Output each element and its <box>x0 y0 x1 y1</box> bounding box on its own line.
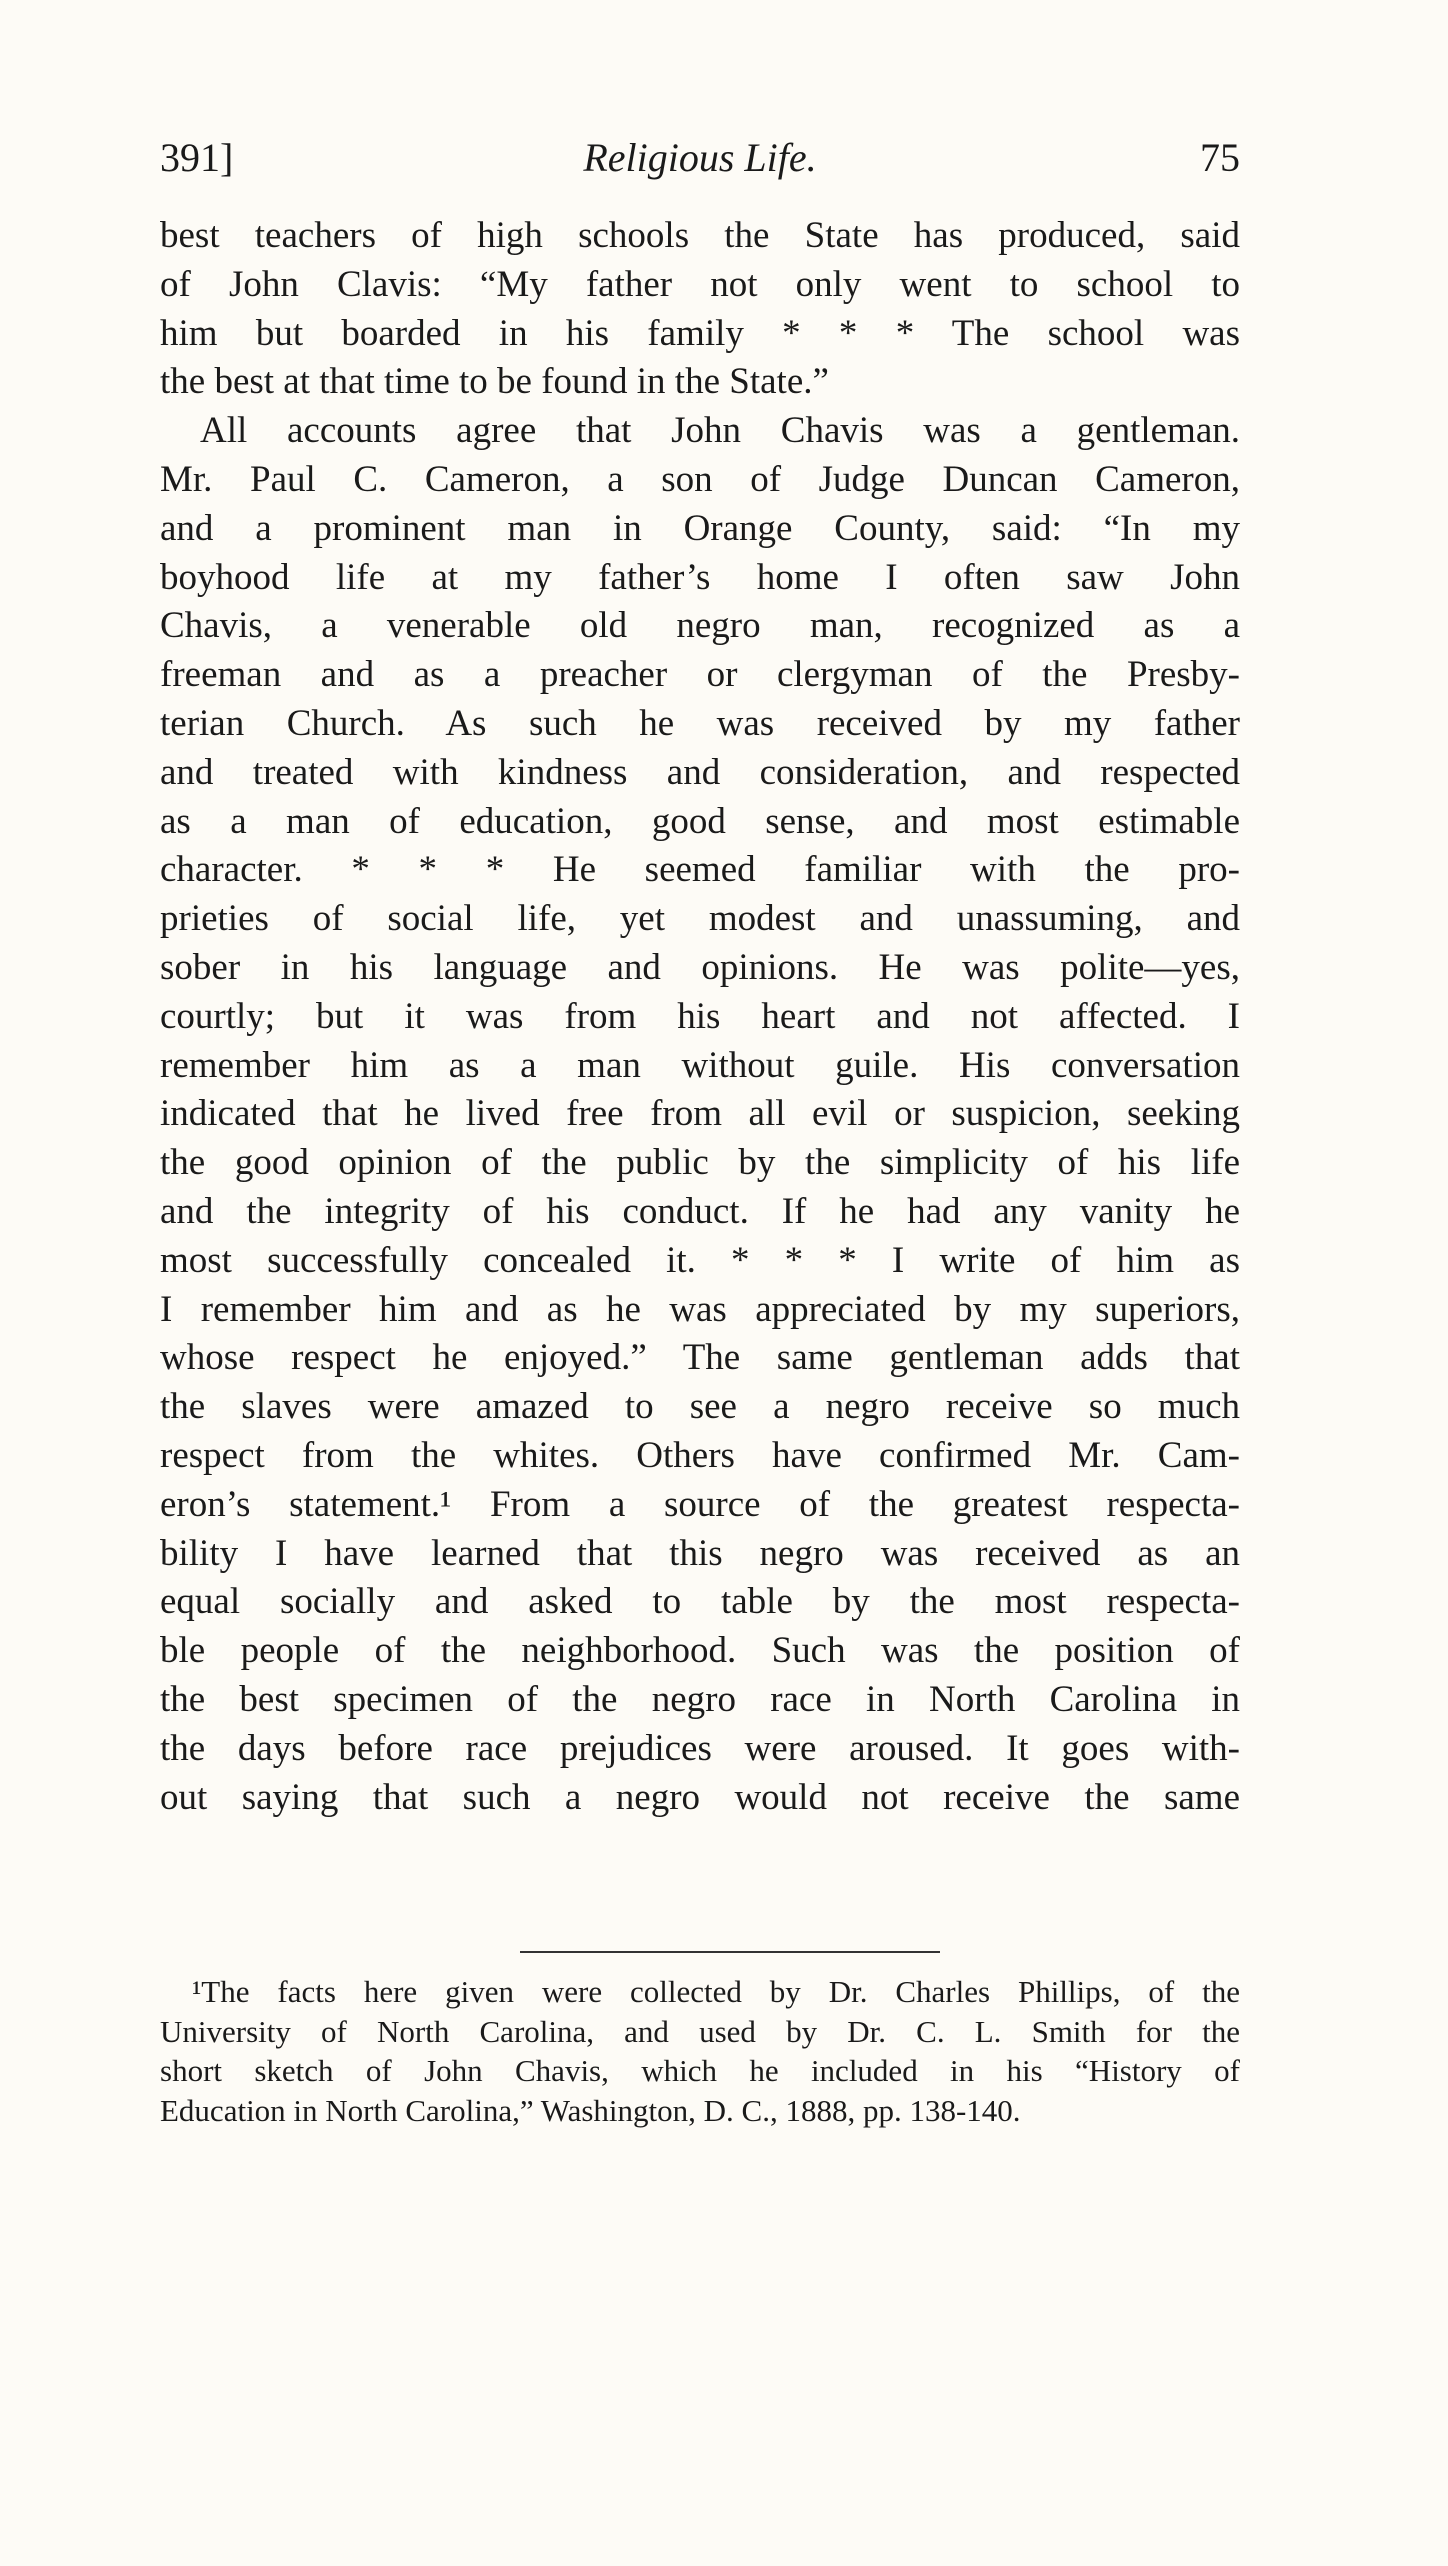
footnote-line: short sketch of John Chavis, which he included in his “History of <box>160 2053 1240 2088</box>
text-line: equal socially and asked to table by the most respecta- <box>160 1581 1240 1623</box>
text-line: Chavis, a venerable old negro man, recognized as a <box>160 605 1240 647</box>
text-line: and the integrity of his conduct. If he had any vanity he <box>160 1190 1240 1232</box>
page-number: 75 <box>1200 135 1240 180</box>
text-line: the days before race prejudices were aroused. It goes with- <box>160 1727 1240 1769</box>
text-line: terian Church. As such he was received by my father <box>160 702 1240 744</box>
text-line: whose respect he enjoyed.” The same gentleman adds that <box>160 1337 1240 1379</box>
text-line: I remember him and as he was appreciated by my superiors, <box>160 1288 1240 1330</box>
text-line: and treated with kindness and consideration, and respected <box>160 751 1240 793</box>
text-line: the good opinion of the public by the simplicity of his life <box>160 1142 1240 1184</box>
text-line: him but boarded in his family * * * The school was <box>160 312 1240 354</box>
text-line: ble people of the neighborhood. Such was the position of <box>160 1630 1240 1672</box>
text-line: best teachers of high schools the State has produced, said <box>160 215 1240 256</box>
text-line: Mr. Paul C. Cameron, a son of Judge Duncan Cameron, <box>160 458 1240 500</box>
footnote <box>160 1972 1240 2130</box>
text-line: the best specimen of the negro race in North Carolina in <box>160 1678 1240 1720</box>
footnote-divider <box>520 1951 940 1953</box>
text-line: freeman and as a preacher or clergyman of the Presby- <box>160 654 1240 696</box>
text-line: as a man of education, good sense, and most estimable <box>160 800 1240 842</box>
text-line: indicated that he lived free from all evil or suspicion, seeking <box>160 1093 1240 1135</box>
text-line: All accounts agree that John Chavis was a gentleman. <box>200 410 1240 452</box>
text-line: respect from the whites. Others have confirmed Mr. Cam- <box>160 1434 1240 1476</box>
header-title: Religious Life. <box>583 135 817 180</box>
text-line: sober in his language and opinions. He was polite—yes, <box>160 946 1240 988</box>
header-section-number: 391] <box>160 135 234 180</box>
text-line: out saying that such a negro would not receive the same <box>160 1776 1240 1818</box>
text-line: character. * * * He seemed familiar with the pro- <box>160 849 1240 891</box>
text-line: eron’s statement.¹ From a source of the greatest respecta- <box>160 1483 1240 1525</box>
footnote-line: University of North Carolina, and used by Dr. C. L. Smith for the <box>160 2013 1240 2049</box>
text-line: boyhood life at my father’s home I often saw John <box>160 556 1240 598</box>
text-line: bility I have learned that this negro was received as an <box>160 1532 1240 1574</box>
text-line: courtly; but it was from his heart and not affected. I <box>160 995 1240 1037</box>
text-line: of John Clavis: “My father not only went to school to <box>160 263 1240 305</box>
text-line: remember him as a man without guile. His conversation <box>160 1044 1240 1086</box>
footnote-line: Education in North Carolina,” Washington, D. C., 1888, pp. 138-140. <box>160 2092 1021 2128</box>
body-text <box>160 212 1240 1822</box>
text-line: the best at that time to be found in the State.” <box>160 361 829 403</box>
text-line: prieties of social life, yet modest and unassuming, and <box>160 898 1240 940</box>
running-header <box>160 128 1240 188</box>
text-line: the slaves were amazed to see a negro receive so much <box>160 1386 1240 1428</box>
text-line: most successfully concealed it. * * * I write of him as <box>160 1239 1240 1281</box>
footnote-line: ¹The facts here given were collected by Dr. Charles Phillips, of the <box>192 1974 1240 2009</box>
text-line: and a prominent man in Orange County, said: “In my <box>160 507 1240 549</box>
